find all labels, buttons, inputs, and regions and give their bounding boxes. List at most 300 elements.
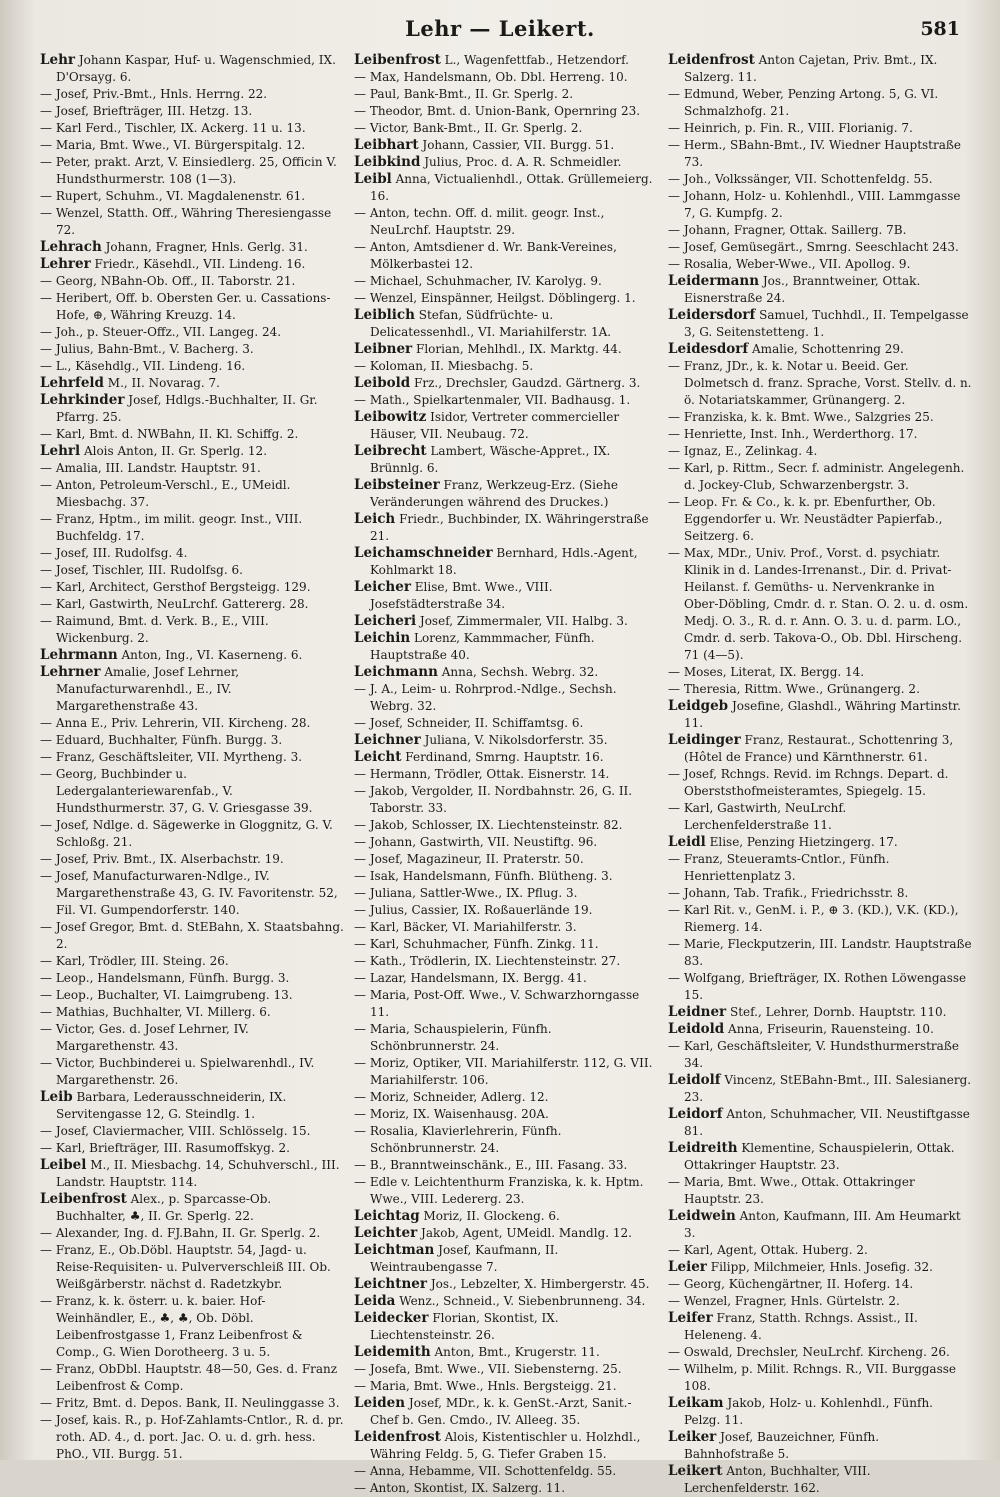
entry-dash: — <box>40 104 52 118</box>
entry-details: M., II. Miesbachg. 14, Schuhverschl., III. Landstr. Hauptstr. 114. <box>56 1158 340 1189</box>
entry-details: Johann, Gastwirth, VII. Neustiftg. 96. <box>366 835 598 849</box>
entry-details: Anton, techn. Off. d. milit. geogr. Inst., NeuLrchf. Hauptstr. 29. <box>366 206 605 237</box>
directory-sub-entry <box>354 1089 658 1106</box>
entry-details: Josef, Ndlge. d. Sägewerke in Gloggnitz, G. V. Schloßg. 21. <box>52 818 333 849</box>
entry-dash: — <box>668 767 680 781</box>
entry-details: Heinrich, p. Fin. R., VIII. Florianig. 7. <box>680 121 913 135</box>
entry-details: Josef, III. Rudolfsg. 4. <box>52 546 188 560</box>
directory-sub-entry <box>668 188 972 222</box>
entry-details: Alois Anton, II. Gr. Sperlg. 12. <box>80 444 268 458</box>
directory-entry <box>354 613 658 630</box>
directory-entry <box>668 1004 972 1021</box>
entry-details: Amalie, Schottenring 29. <box>748 342 904 356</box>
entry-dash: — <box>40 1005 52 1019</box>
directory-entry <box>354 1344 658 1361</box>
entry-dash: — <box>668 223 680 237</box>
directory-sub-entry <box>354 1021 658 1055</box>
entry-dash: — <box>354 1158 366 1172</box>
entry-details: Josef, Schneider, II. Schiffamtsg. 6. <box>366 716 584 730</box>
entry-details: Franz, Restaurat., Schottenring 3, (Hôtel de France) und Kärnthnerstr. 61. <box>684 733 954 764</box>
entry-details: Paul, Bank-Bmt., II. Gr. Sperlg. 2. <box>366 87 574 101</box>
entry-dash: — <box>354 1056 366 1070</box>
entry-dash: — <box>354 767 366 781</box>
directory-sub-entry <box>354 86 658 103</box>
columns <box>40 52 972 1495</box>
entry-dash: — <box>40 121 52 135</box>
entry-dash: — <box>668 444 680 458</box>
entry-surname: Lehrl <box>40 443 81 459</box>
entry-dash: — <box>668 971 680 985</box>
entry-dash: — <box>40 614 52 628</box>
entry-details: Vincenz, StEBahn-Bmt., III. Salesianerg. 23. <box>684 1073 972 1104</box>
entry-details: Max, MDr., Univ. Prof., Vorst. d. psychiatr. Klinik in d. Landes-Irrenanst., Dir. d. Privat-Heilanst. f. Gemüths- u. Nervenkranke in Ober-Döbling, Cmdr. d. r. Stan. O. 2. u. d. osm. Medj. O. 3., R. d. r. Ann. O. 3. u. d. parm. LO., Cmdr. d. serb. Takova-O., Ob. Dbl. Hirscheng. 71 (4—5). <box>680 546 969 662</box>
entry-details: Maria, Post-Off. Wwe., V. Schwarzhorngasse 11. <box>366 988 640 1019</box>
entry-dash: — <box>40 87 52 101</box>
entry-details: Anton, Petroleum-Verschl., E., UMeidl. Miesbachg. 37. <box>52 478 291 509</box>
directory-sub-entry <box>668 409 972 426</box>
directory-sub-entry <box>40 358 344 375</box>
entry-details: Isidor, Vertreter commercieller Häuser, VII. Neubaug. 72. <box>370 410 620 441</box>
entry-details: Josef, Bauzeichner, Fünfh. Bahnhofstraße 5. <box>684 1430 880 1461</box>
entry-dash: — <box>40 359 52 373</box>
directory-sub-entry <box>354 392 658 409</box>
entry-dash: — <box>354 1464 366 1478</box>
directory-entry <box>668 732 972 766</box>
directory-entry <box>668 1310 972 1344</box>
entry-details: Karl Ferd., Tischler, IX. Ackerg. 11 u. 13. <box>52 121 306 135</box>
entry-details: Joh., Volkssänger, VII. Schottenfeldg. 55. <box>680 172 933 186</box>
entry-dash: — <box>668 87 680 101</box>
directory-sub-entry <box>40 341 344 358</box>
entry-surname: Leichner <box>354 732 421 748</box>
entry-dash: — <box>40 342 52 356</box>
entry-details: Franz, E., Ob.Döbl. Hauptstr. 54, Jagd- u. Reise-Requisiten- u. Pulververschleiß III. Ob. Weißgärberstr. nächst d. Radetzkybr. <box>52 1243 331 1291</box>
directory-sub-entry <box>354 1055 658 1089</box>
entry-surname: Leidgeb <box>668 698 729 714</box>
directory-sub-entry <box>40 970 344 987</box>
entry-details: Stef., Lehrer, Dornb. Hauptstr. 110. <box>726 1005 947 1019</box>
directory-sub-entry <box>40 477 344 511</box>
directory-sub-entry <box>40 715 344 732</box>
entry-dash: — <box>668 937 680 951</box>
entry-details: Oswald, Drechsler, NeuLrchf. Kircheng. 26. <box>680 1345 950 1359</box>
entry-details: Franz, Steueramts-Cntlor., Fünfh. Henriettenplatz 3. <box>680 852 890 883</box>
entry-details: Lazar, Handelsmann, IX. Bergg. 41. <box>366 971 587 985</box>
directory-entry <box>40 52 344 86</box>
directory-sub-entry <box>40 273 344 290</box>
entry-details: Josef, Hdlgs.-Buchhalter, II. Gr. Pfarrg. 25. <box>56 393 318 424</box>
directory-sub-entry <box>354 834 658 851</box>
entry-details: M., II. Novarag. 7. <box>103 376 220 390</box>
entry-details: Elise, Bmt. Wwe., VIII. Josefstädterstraße 34. <box>370 580 553 611</box>
directory-sub-entry <box>40 749 344 766</box>
entry-details: Wenz., Schneid., V. Siebenbrunneng. 34. <box>395 1294 646 1308</box>
entry-details: Karl, Agent, Ottak. Huberg. 2. <box>680 1243 868 1257</box>
entry-details: Karl, Gastwirth, NeuLrchf. Lerchenfelderstraße 11. <box>680 801 847 832</box>
entry-details: Josef, Tischler, III. Rudolfsg. 6. <box>52 563 243 577</box>
entry-surname: Leibkind <box>354 154 421 170</box>
entry-dash: — <box>40 971 52 985</box>
entry-details: Ferdinand, Smrng. Hauptstr. 16. <box>401 750 604 764</box>
entry-dash: — <box>354 954 366 968</box>
directory-sub-entry <box>668 358 972 409</box>
entry-details: Victor, Buchbinderei u. Spielwarenhdl., IV. Margarethenstr. 26. <box>52 1056 315 1087</box>
directory-sub-entry <box>40 86 344 103</box>
entry-surname: Lehrfeld <box>40 375 104 391</box>
entry-details: Kath., Trödlerin, IX. Liechtensteinstr. 27. <box>366 954 621 968</box>
directory-sub-entry <box>668 1174 972 1208</box>
entry-dash: — <box>40 920 52 934</box>
entry-dash: — <box>40 512 52 526</box>
directory-entry <box>40 1191 344 1225</box>
entry-surname: Lehrner <box>40 664 101 680</box>
directory-entry <box>354 1242 658 1276</box>
entry-surname: Lehrkinder <box>40 392 125 408</box>
entry-surname: Leicht <box>354 749 402 765</box>
directory-sub-entry <box>354 817 658 834</box>
column-middle <box>354 52 658 1495</box>
directory-sub-entry <box>40 1021 344 1055</box>
entry-details: Frz., Drechsler, Gaudzd. Gärtnerg. 3. <box>410 376 641 390</box>
entry-dash: — <box>668 172 680 186</box>
entry-surname: Leibhart <box>354 137 419 153</box>
entry-details: Edmund, Weber, Penzing Artong. 5, G. VI. Schmalzhofg. 21. <box>680 87 939 118</box>
directory-entry <box>40 256 344 273</box>
entry-details: Leop., Buchalter, VI. Laimgrubeng. 13. <box>52 988 293 1002</box>
directory-sub-entry <box>668 171 972 188</box>
entry-surname: Leibsteiner <box>354 477 440 493</box>
directory-sub-entry <box>668 545 972 664</box>
entry-details: Moriz, IX. Waisenhausg. 20A. <box>366 1107 549 1121</box>
entry-details: Karl, Gastwirth, NeuLrchf. Gattererg. 28. <box>52 597 309 611</box>
entry-details: Josef, Priv. Bmt., IX. Alserbachstr. 19. <box>52 852 284 866</box>
directory-sub-entry <box>40 766 344 817</box>
directory-entry <box>354 732 658 749</box>
directory-entry <box>354 1208 658 1225</box>
entry-details: Josef, Magazineur, II. Praterstr. 50. <box>366 852 584 866</box>
entry-details: Josef, Gemüsegärt., Smrng. Seeschlacht 243. <box>680 240 959 254</box>
directory-entry <box>354 630 658 664</box>
entry-details: Herm., SBahn-Bmt., IV. Wiedner Hauptstraße 73. <box>680 138 962 169</box>
entry-dash: — <box>40 750 52 764</box>
entry-details: Josef Gregor, Bmt. d. StEBahn, X. Staatsbahng. 2. <box>52 920 344 951</box>
entry-dash: — <box>40 291 52 305</box>
entry-details: Wenzel, Fragner, Hnls. Gürtelstr. 2. <box>680 1294 900 1308</box>
directory-entry <box>668 834 972 851</box>
entry-details: Anna, Victualienhdl., Ottak. Grüllemeierg. 16. <box>370 172 653 203</box>
directory-sub-entry <box>354 1463 658 1480</box>
entry-details: B., Branntweinschänk., E., III. Fasang. 33. <box>366 1158 628 1172</box>
entry-surname: Leidreith <box>668 1140 738 1156</box>
directory-sub-entry <box>668 239 972 256</box>
entry-surname: Leiker <box>668 1429 717 1445</box>
entry-details: Josef, Manufacturwaren-Ndlge., IV. Margarethenstraße 43, G. IV. Favoritenstr. 52, Fil. VI. Gumpendorferstr. 140. <box>52 869 338 917</box>
entry-surname: Lehrer <box>40 256 91 272</box>
entry-dash: — <box>40 478 52 492</box>
entry-surname: Leibel <box>40 1157 87 1173</box>
entry-details: Karl, Briefträger, III. Rasumoffskyg. 2. <box>52 1141 290 1155</box>
entry-surname: Leidenfrost <box>354 1429 441 1445</box>
entry-dash: — <box>668 682 680 696</box>
directory-entry <box>354 443 658 477</box>
entry-surname: Leibold <box>354 375 411 391</box>
directory-sub-entry <box>354 885 658 902</box>
entry-details: Julius, Bahn-Bmt., V. Bacherg. 3. <box>52 342 254 356</box>
directory-entry <box>354 545 658 579</box>
entry-dash: — <box>40 1226 52 1240</box>
entry-details: Isak, Handelsmann, Fünfh. Blütheng. 3. <box>366 869 613 883</box>
entry-details: Jos., Branntweiner, Ottak. Eisnerstraße 24. <box>684 274 921 305</box>
entry-details: Anton, Buchhalter, VIII. Lerchenfelderstr. 162. <box>684 1464 871 1495</box>
entry-surname: Leichtag <box>354 1208 420 1224</box>
directory-sub-entry <box>354 69 658 86</box>
entry-details: Rupert, Schuhm., VI. Magdalenenstr. 61. <box>52 189 306 203</box>
directory-sub-entry <box>40 1225 344 1242</box>
directory-sub-entry <box>40 919 344 953</box>
entry-details: Amalie, Josef Lehrner, Manufacturwarenhdl., E., IV. Margarethenstraße 43. <box>56 665 240 713</box>
entry-details: Franz, Werkzeug-Erz. (Siehe Veränderungen während des Druckes.) <box>370 478 618 509</box>
entry-details: Karl, Bmt. d. NWBahn, II. Kl. Schiffg. 2. <box>52 427 299 441</box>
entry-dash: — <box>354 682 366 696</box>
entry-dash: — <box>40 1362 52 1376</box>
entry-dash: — <box>40 597 52 611</box>
entry-details: Maria, Bmt. Wwe., VI. Bürgerspitalg. 12. <box>52 138 306 152</box>
directory-sub-entry <box>668 1361 972 1395</box>
directory-sub-entry <box>40 613 344 647</box>
directory-sub-entry <box>354 851 658 868</box>
directory-sub-entry <box>354 953 658 970</box>
entry-details: Josef, MDr., k. k. GenSt.-Arzt, Sanit.-Chef b. Gen. Cmdo., IV. Alleeg. 35. <box>370 1396 632 1427</box>
directory-entry <box>668 1259 972 1276</box>
directory-sub-entry <box>40 426 344 443</box>
directory-entry <box>668 1429 972 1463</box>
entry-dash: — <box>40 206 52 220</box>
entry-surname: Leich <box>354 511 396 527</box>
directory-entry <box>40 392 344 426</box>
entry-dash: — <box>668 801 680 815</box>
entry-details: Juliana, V. Nikolsdorferstr. 35. <box>420 733 608 747</box>
entry-details: Jakob, Holz- u. Kohlenhdl., Fünfh. Pelzg. 11. <box>684 1396 933 1427</box>
entry-details: Edle v. Leichtenthurm Franziska, k. k. Hptm. Wwe., VIII. Ledererg. 23. <box>366 1175 644 1206</box>
entry-details: L., Käsehdlg., VII. Lindeng. 16. <box>52 359 246 373</box>
entry-details: Anton, Ing., VI. Kaserneng. 6. <box>117 648 303 662</box>
entry-dash: — <box>40 427 52 441</box>
entry-details: Maria, Schauspielerin, Fünfh. Schönbrunnerstr. 24. <box>366 1022 552 1053</box>
entry-dash: — <box>354 1107 366 1121</box>
entry-dash: — <box>668 495 680 509</box>
directory-sub-entry <box>40 851 344 868</box>
entry-dash: — <box>668 240 680 254</box>
entry-surname: Leibner <box>354 341 413 357</box>
entry-details: Karl, Architect, Gersthof Bergsteigg. 129. <box>52 580 311 594</box>
directory-entry <box>354 137 658 154</box>
entry-details: Friedr., Käsehdl., VII. Lindeng. 16. <box>90 257 306 271</box>
entry-details: Stefan, Südfrüchte- u. Delicatessenhdl., VI. Mariahilferstr. 1A. <box>370 308 612 339</box>
entry-details: Franz, ObDbl. Hauptstr. 48—50, Ges. d. Franz Leibenfrost & Comp. <box>52 1362 338 1393</box>
entry-details: Franz, Geschäftsleiter, VII. Myrtheng. 3. <box>52 750 303 764</box>
entry-details: Johann, Cassier, VII. Burgg. 51. <box>418 138 615 152</box>
column-right <box>668 52 972 1495</box>
entry-dash: — <box>354 1022 366 1036</box>
entry-details: Florian, Mehlhdl., IX. Marktg. 44. <box>412 342 622 356</box>
entry-dash: — <box>354 291 366 305</box>
entry-dash: — <box>354 121 366 135</box>
directory-entry <box>354 1310 658 1344</box>
entry-surname: Leibl <box>354 171 392 187</box>
entry-dash: — <box>354 206 366 220</box>
entry-dash: — <box>668 461 680 475</box>
entry-details: Karl, Geschäftsleiter, V. Hundsthurmerstraße 34. <box>680 1039 959 1070</box>
entry-dash: — <box>354 852 366 866</box>
entry-dash: — <box>40 1141 52 1155</box>
entry-details: L., Wagenfettfab., Hetzendorf. <box>440 53 629 67</box>
directory-sub-entry <box>354 1480 658 1497</box>
entry-dash: — <box>40 1396 52 1410</box>
entry-dash: — <box>40 546 52 560</box>
directory-sub-entry <box>40 596 344 613</box>
directory-entry <box>354 154 658 171</box>
entry-dash: — <box>354 869 366 883</box>
entry-dash: — <box>40 1022 52 1036</box>
directory-sub-entry <box>40 154 344 188</box>
entry-details: Anton, Kaufmann, III. Am Heumarkt 3. <box>684 1209 961 1240</box>
entry-details: Franz, k. k. österr. u. k. baier. Hof-Weinhändler, E., ♣, ♣, Ob. Döbl. Leibenfrostgasse 1, Franz Leibenfrost & Comp., G. Wien Dorotheerg. 3 u. 5. <box>52 1294 303 1359</box>
entry-dash: — <box>354 716 366 730</box>
entry-surname: Leidemith <box>354 1344 431 1360</box>
directory-sub-entry <box>354 358 658 375</box>
entry-details: Maria, Bmt. Wwe., Ottak. Ottakringer Hauptstr. 23. <box>680 1175 915 1206</box>
entry-dash: — <box>40 461 52 475</box>
directory-sub-entry <box>668 885 972 902</box>
entry-details: Victor, Bank-Bmt., II. Gr. Sperlg. 2. <box>366 121 583 135</box>
directory-entry <box>354 52 658 69</box>
entry-details: Elise, Penzing Hietzingerg. 17. <box>705 835 898 849</box>
directory-entry <box>354 579 658 613</box>
entry-dash: — <box>668 1039 680 1053</box>
directory-sub-entry <box>40 290 344 324</box>
directory-entry <box>668 1072 972 1106</box>
entry-dash: — <box>40 274 52 288</box>
entry-dash: — <box>40 138 52 152</box>
directory-sub-entry <box>668 1242 972 1259</box>
directory-sub-entry <box>40 137 344 154</box>
entry-details: Anton, Amtsdiener d. Wr. Bank-Vereines, Mölkerbastei 12. <box>366 240 617 271</box>
directory-sub-entry <box>354 1378 658 1395</box>
entry-details: Josef, Briefträger, III. Hetzg. 13. <box>52 104 253 118</box>
entry-details: Amalia, III. Landstr. Hauptstr. 91. <box>52 461 261 475</box>
page-title: Lehr — Leikert. <box>405 16 595 41</box>
entry-details: Juliana, Sattler-Wwe., IX. Pflug. 3. <box>366 886 578 900</box>
entry-details: Josef, Rchngs. Revid. im Rchngs. Depart. d. Oberststhofmeisteramtes, Spiegelg. 15. <box>680 767 949 798</box>
entry-surname: Leichter <box>354 1225 418 1241</box>
directory-sub-entry <box>354 970 658 987</box>
directory-sub-entry <box>40 1123 344 1140</box>
directory-sub-entry <box>354 205 658 239</box>
entry-dash: — <box>354 835 366 849</box>
entry-surname: Leibenfrost <box>354 52 441 68</box>
directory-sub-entry <box>40 1412 344 1463</box>
entry-surname: Leidolf <box>668 1072 721 1088</box>
entry-details: Georg, Buchbinder u. Ledergalanteriewarenfab., V. Hundsthurmerstr. 37, G. V. Griesgasse 39. <box>52 767 313 815</box>
entry-dash: — <box>354 903 366 917</box>
directory-sub-entry <box>40 732 344 749</box>
entry-details: Josef, kais. R., p. Hof-Zahlamts-Cntlor., R. d. pr. roth. AD. 4., d. port. Jac. O. u. d. grh. hess. PhO., VII. Burgg. 51. <box>52 1413 344 1461</box>
directory-entry <box>668 1208 972 1242</box>
entry-details: Alois, Kistentischler u. Holzhdl., Währing Feldg. 5, G. Tiefer Graben 15. <box>370 1430 641 1461</box>
directory-entry <box>668 1021 972 1038</box>
directory-sub-entry <box>668 766 972 800</box>
entry-dash: — <box>668 410 680 424</box>
entry-dash: — <box>40 733 52 747</box>
entry-surname: Leicher <box>354 579 411 595</box>
entry-details: Georg, Küchengärtner, II. Hoferg. 14. <box>680 1277 914 1291</box>
entry-dash: — <box>354 971 366 985</box>
entry-dash: — <box>668 1362 680 1376</box>
directory-entry <box>40 664 344 715</box>
entry-dash: — <box>40 1243 52 1257</box>
entry-surname: Lehrmann <box>40 647 118 663</box>
directory-sub-entry <box>668 426 972 443</box>
entry-details: Anna E., Priv. Lehrerin, VII. Kircheng. 28. <box>52 716 311 730</box>
directory-sub-entry <box>40 324 344 341</box>
entry-details: Georg, NBahn-Ob. Off., II. Taborstr. 21. <box>52 274 296 288</box>
directory-sub-entry <box>354 783 658 817</box>
entry-dash: — <box>40 869 52 883</box>
entry-surname: Leichamschneider <box>354 545 493 561</box>
entry-surname: Leibenfrost <box>40 1191 127 1207</box>
entry-details: Florian, Skontist, IX. Liechtensteinstr. 26. <box>370 1311 559 1342</box>
entry-dash: — <box>668 1345 680 1359</box>
entry-dash: — <box>40 767 52 781</box>
entry-dash: — <box>668 427 680 441</box>
entry-details: Michael, Schuhmacher, IV. Karolyg. 9. <box>366 274 602 288</box>
directory-sub-entry <box>668 851 972 885</box>
directory-sub-entry <box>40 1004 344 1021</box>
entry-details: Moriz, Schneider, Adlerg. 12. <box>366 1090 549 1104</box>
directory-sub-entry <box>668 970 972 1004</box>
entry-surname: Leicheri <box>354 613 417 629</box>
entry-dash: — <box>354 1124 366 1138</box>
entry-surname: Lehrach <box>40 239 102 255</box>
entry-dash: — <box>668 1175 680 1189</box>
entry-dash: — <box>40 325 52 339</box>
entry-surname: Leidenfrost <box>668 52 755 68</box>
entry-surname: Leidl <box>668 834 706 850</box>
directory-entry <box>668 341 972 358</box>
entry-dash: — <box>40 988 52 1002</box>
entry-surname: Leier <box>668 1259 707 1275</box>
directory-sub-entry <box>354 987 658 1021</box>
directory-sub-entry <box>40 579 344 596</box>
directory-entry <box>40 239 344 256</box>
entry-dash: — <box>40 155 52 169</box>
directory-entry <box>354 1276 658 1293</box>
directory-sub-entry <box>668 1276 972 1293</box>
entry-dash: — <box>40 580 52 594</box>
entry-details: Rosalia, Klavierlehrerin, Fünfh. Schönbrunnerstr. 24. <box>366 1124 562 1155</box>
directory-sub-entry <box>40 460 344 477</box>
entry-dash: — <box>354 104 366 118</box>
directory-sub-entry <box>354 1123 658 1157</box>
entry-surname: Leibowitz <box>354 409 427 425</box>
column-left <box>40 52 344 1461</box>
entry-details: Anna, Hebamme, VII. Schottenfeldg. 55. <box>366 1464 617 1478</box>
entry-surname: Leidold <box>668 1021 725 1037</box>
entry-details: Anton Cajetan, Priv. Bmt., IX. Salzerg. 11. <box>684 53 938 84</box>
directory-entry <box>354 1293 658 1310</box>
entry-dash: — <box>40 716 52 730</box>
entry-dash: — <box>354 1362 366 1376</box>
